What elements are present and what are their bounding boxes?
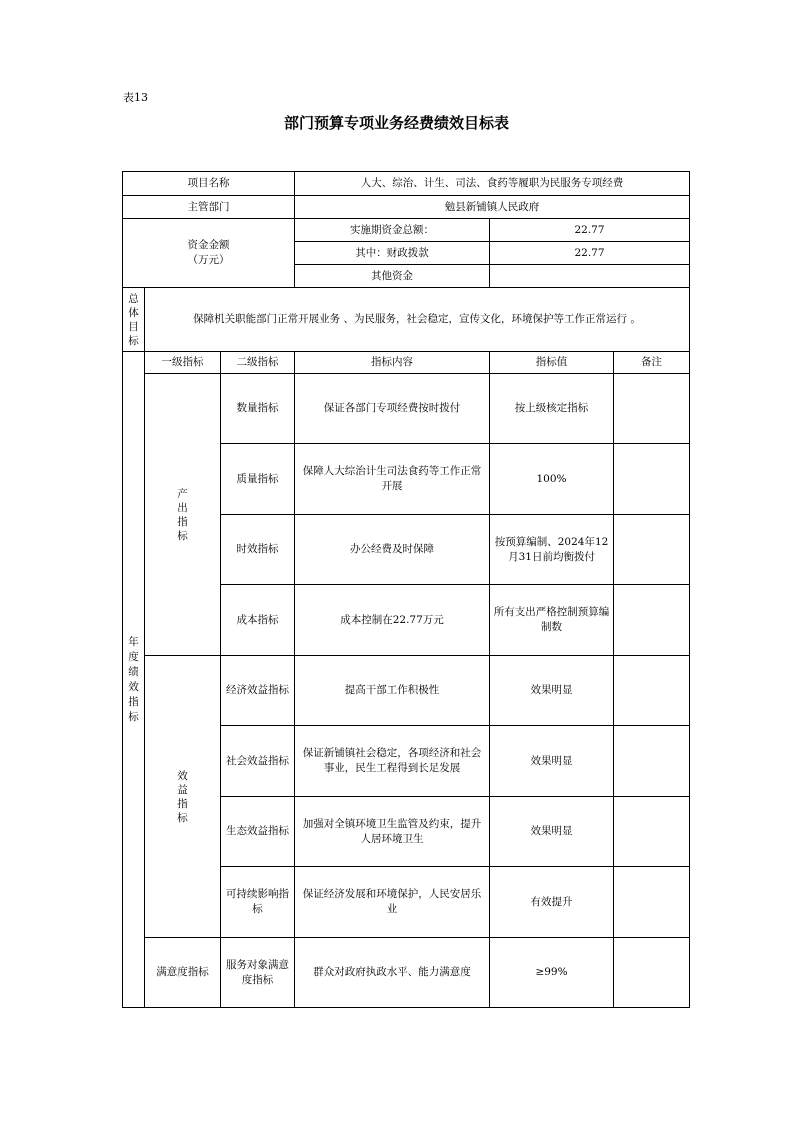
value-cell: 100% <box>490 444 614 515</box>
level2-cell: 社会效益指标 <box>221 726 295 797</box>
header-content: 指标内容 <box>295 352 490 374</box>
value-cell: 按预算编制、2024年12月31日前均衡拨付 <box>490 515 614 585</box>
overall-goal-row <box>123 288 690 352</box>
department-label: 主管部门 <box>123 196 295 219</box>
value-cell: 效果明显 <box>490 726 614 797</box>
note-cell <box>614 515 690 585</box>
header-level1: 一级指标 <box>145 352 221 374</box>
level2-cell: 成本指标 <box>221 585 295 656</box>
value-cell: 有效提升 <box>490 867 614 938</box>
value-cell: ≥99% <box>490 938 614 1008</box>
output-indicator-label: 产出指标 <box>177 487 188 542</box>
value-cell: 按上级核定指标 <box>490 374 614 444</box>
value-cell: 效果明显 <box>490 656 614 726</box>
content-cell: 办公经费及时保障 <box>295 515 490 585</box>
funds-label-cell <box>123 219 295 288</box>
level2-cell: 生态效益指标 <box>221 797 295 867</box>
content-cell: 提高干部工作积极性 <box>295 656 490 726</box>
value-cell: 效果明显 <box>490 797 614 867</box>
content-cell: 群众对政府执政水平、能力满意度 <box>295 938 490 1008</box>
overall-goal-label: 总体目标 <box>128 292 139 347</box>
table-number: 表13 <box>123 91 148 104</box>
department-row <box>123 196 690 219</box>
level2-cell: 经济效益指标 <box>221 656 295 726</box>
content-cell: 保障人大综治计生司法食药等工作正常开展 <box>295 444 490 515</box>
note-cell <box>614 656 690 726</box>
level2-cell: 质量指标 <box>221 444 295 515</box>
note-cell <box>614 726 690 797</box>
note-cell <box>614 867 690 938</box>
level2-cell: 服务对象满意度指标 <box>221 938 295 1008</box>
funds-fiscal-value: 22.77 <box>490 242 690 265</box>
content-cell: 成本控制在22.77万元 <box>295 585 490 656</box>
header-note: 备注 <box>614 352 690 374</box>
content-cell: 保证经济发展和环境保护，人民安居乐业 <box>295 867 490 938</box>
funds-total-label: 实施期资金总额： <box>295 219 490 242</box>
output-indicator-label-cell <box>145 374 221 656</box>
level2-cell: 数量指标 <box>221 374 295 444</box>
project-name-label: 项目名称 <box>123 172 295 196</box>
header-level2: 二级指标 <box>221 352 295 374</box>
table-row <box>123 374 690 444</box>
performance-table <box>122 171 690 1008</box>
content-cell: 保证新铺镇社会稳定，各项经济和社会事业，民生工程得到长足发展 <box>295 726 490 797</box>
note-cell <box>614 938 690 1008</box>
content-cell: 保证各部门专项经费按时拨付 <box>295 374 490 444</box>
note-cell <box>614 797 690 867</box>
annual-indicator-label-cell <box>123 352 145 1008</box>
table-row <box>123 656 690 726</box>
indicator-header-row <box>123 352 690 374</box>
note-cell <box>614 444 690 515</box>
department-value: 勉县新铺镇人民政府 <box>295 196 690 219</box>
funds-fiscal-label: 其中：财政拨款 <box>295 242 490 265</box>
funds-label: 资金金额 <box>187 239 230 251</box>
benefit-indicator-label-cell <box>145 656 221 938</box>
funds-other-value <box>490 265 690 288</box>
funds-total-value: 22.77 <box>490 219 690 242</box>
note-cell <box>614 585 690 656</box>
page-title: 部门预算专项业务经费绩效目标表 <box>283 114 509 132</box>
project-name-row <box>123 172 690 196</box>
funds-total-row <box>123 219 690 242</box>
content-cell: 加强对全镇环境卫生监管及约束，提升人居环境卫生 <box>295 797 490 867</box>
table-row <box>123 938 690 1008</box>
funds-unit: （万元） <box>187 254 230 266</box>
project-name-value: 人大、综治、计生、司法、食药等履职为民服务专项经费 <box>295 172 690 196</box>
overall-goal-label-cell <box>123 288 145 352</box>
benefit-indicator-label: 效益指标 <box>177 769 188 824</box>
note-cell <box>614 374 690 444</box>
funds-other-label: 其他资金 <box>295 265 490 288</box>
level2-cell: 可持续影响指标 <box>221 867 295 938</box>
header-value: 指标值 <box>490 352 614 374</box>
overall-goal-text: 保障机关职能部门正常开展业务 、为民服务，社会稳定，宣传文化，环境保护等工作正常运行 。 <box>145 288 690 352</box>
level2-cell: 时效指标 <box>221 515 295 585</box>
annual-indicator-label: 年度绩效指标 <box>128 635 139 723</box>
value-cell: 所有支出严格控制预算编制数 <box>490 585 614 656</box>
satisfaction-indicator-label: 满意度指标 <box>145 938 221 1008</box>
